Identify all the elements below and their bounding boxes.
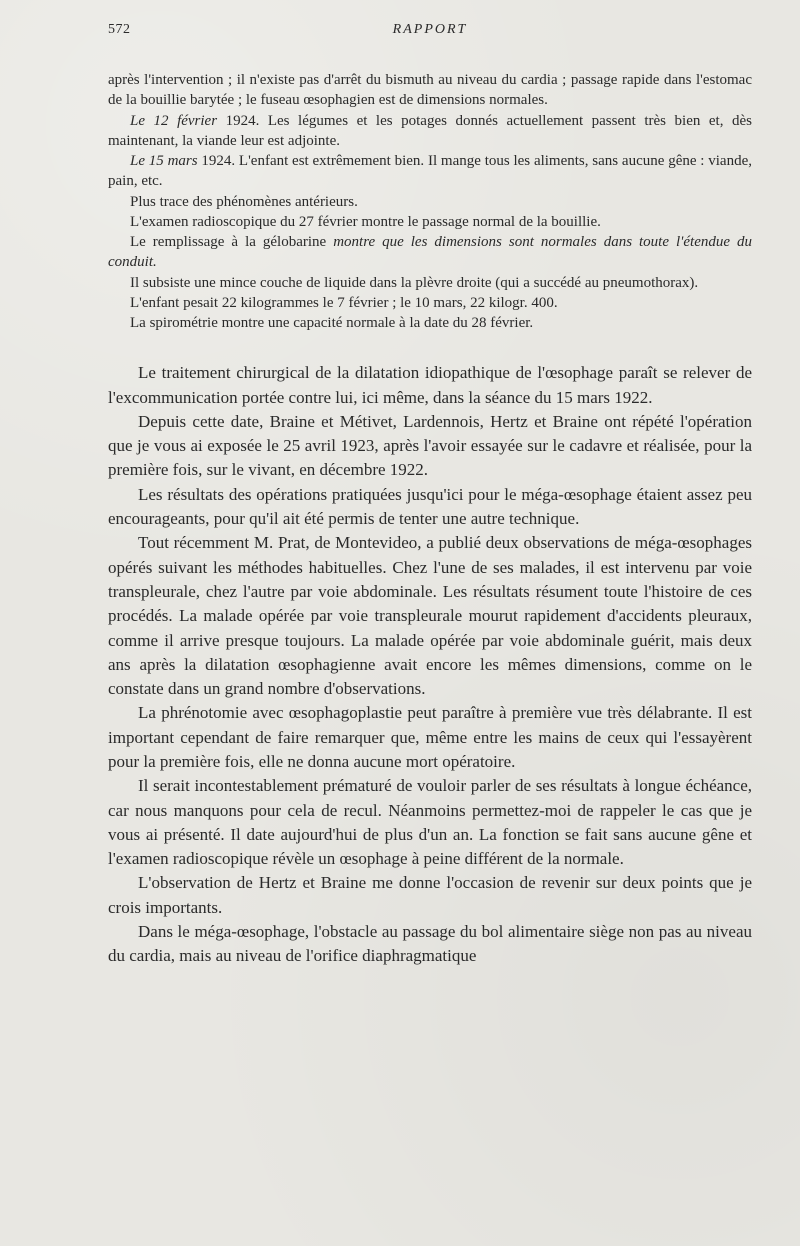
body-paragraph-1: Le traitement chirurgical de la dilatation idiopathique de l'œsophage paraît se relever de l'excommunication portée contre lui, ici même, dans la séance du 15 mars 1922. (108, 363, 752, 407)
case-paragraph-9: La spirométrie montre une capacité normale à la date du 28 février. (130, 315, 534, 331)
date-mar-15: Le 15 mars (130, 153, 198, 169)
section-gap (108, 333, 752, 361)
case-paragraph-2-text: 1924. Les légumes et les potages donnés actuellement passent très bien et, dès maintenant, la viande leur est adjointe. (108, 112, 752, 149)
body-paragraph-6: Il serait incontestablement prématuré de vouloir parler de ses résultats à longue échéance, car nous manquons pour cela de recul. Néanmoins permettez-moi de rappeler le cas que je vous ai présenté. Il date aujourd'hui de plus d'un an. La fonction se fait sans aucune gêne et l'examen radioscopique révèle un œsophage à peine différent de la normale. (108, 776, 752, 869)
page-header (108, 18, 752, 46)
case-paragraph-6-italic: montre que les dimensions sont normales dans toute l'étendue du conduit. (108, 234, 752, 271)
case-paragraph-3-text: 1924. L'enfant est extrêmement bien. Il mange tous les aliments, sans aucune gêne : viande, pain, etc. (108, 153, 752, 190)
date-feb-12: Le 12 février (130, 112, 218, 129)
body-paragraph-4: Tout récemment M. Prat, de Montevideo, a publié deux observations de méga-œsophages opérés suivant les méthodes habituelles. Chez l'une de ses malades, il est intervenu par voie transpleurale, chez l'autre par voie abdominale. Les résultats résument toute l'histoire de ces procédés. La malade opérée par voie transpleurale mourut rapidement d'accidents pleuraux, comme il arrive presque toujours. La malade opérée par voie abdominale guérit, mais deux ans après la dilatation œsophagienne avait encore les mêmes dimensions, comme on le constate dans un grand nombre d'observations. (108, 533, 752, 699)
case-paragraph-8: L'enfant pesait 22 kilogrammes le 7 février ; le 10 mars, 22 kilogr. 400. (130, 294, 558, 311)
page-number: 572 (108, 22, 131, 37)
case-paragraph-7: Il subsiste une mince couche de liquide dans la plèvre droite (qui a succédé au pneumothorax). (130, 274, 699, 291)
case-paragraph-2 (108, 111, 752, 152)
case-paragraph-1: après l'intervention ; il n'existe pas d'arrêt du bismuth au niveau du cardia ; passage rapide dans l'estomac de la bouillie barytée ; le fuseau œsophagien est de dimensions normales. (108, 72, 752, 109)
report-body (108, 361, 752, 968)
body-paragraph-5: La phrénotomie avec œsophagoplastie peut paraître à première vue très délabrante. Il est important cependant de faire remarquer que, même entre les mains de ceux qui l'essayèrent pour la première fois, elle ne donna aucune mort opératoire. (108, 703, 752, 771)
case-paragraph-5: L'examen radioscopique du 27 février montre le passage normal de la bouillie. (130, 213, 601, 230)
case-paragraph-4: Plus trace des phénomènes antérieurs. (130, 193, 358, 210)
body-paragraph-7: L'observation de Hertz et Braine me donne l'occasion de revenir sur deux points que je crois importants. (108, 873, 752, 917)
case-paragraph-3 (108, 151, 752, 192)
case-paragraph-6-text: Le remplissage à la gélobarine (130, 234, 334, 250)
body-paragraph-2: Depuis cette date, Braine et Métivet, Lardennois, Hertz et Braine ont répété l'opération que je vous ai exposée le 25 avril 1923, après l'avoir essayée sur le cadavre et réalisée, pour la première fois, sur le vivant, en décembre 1922. (108, 411, 752, 480)
body-paragraph-8: Dans le méga-œsophage, l'obstacle au passage du bol alimentaire siège non pas au niveau du cardia, mais au niveau de l'orifice diaphragmatique (108, 922, 752, 966)
case-report-text (108, 70, 752, 333)
body-paragraph-3: Les résultats des opérations pratiquées jusqu'ici pour le méga-œsophage étaient assez peu encourageants, pour qu'il ait été permis de tenter une autre technique. (108, 484, 752, 529)
case-paragraph-6 (108, 232, 752, 273)
running-title: RAPPORT (392, 22, 468, 37)
